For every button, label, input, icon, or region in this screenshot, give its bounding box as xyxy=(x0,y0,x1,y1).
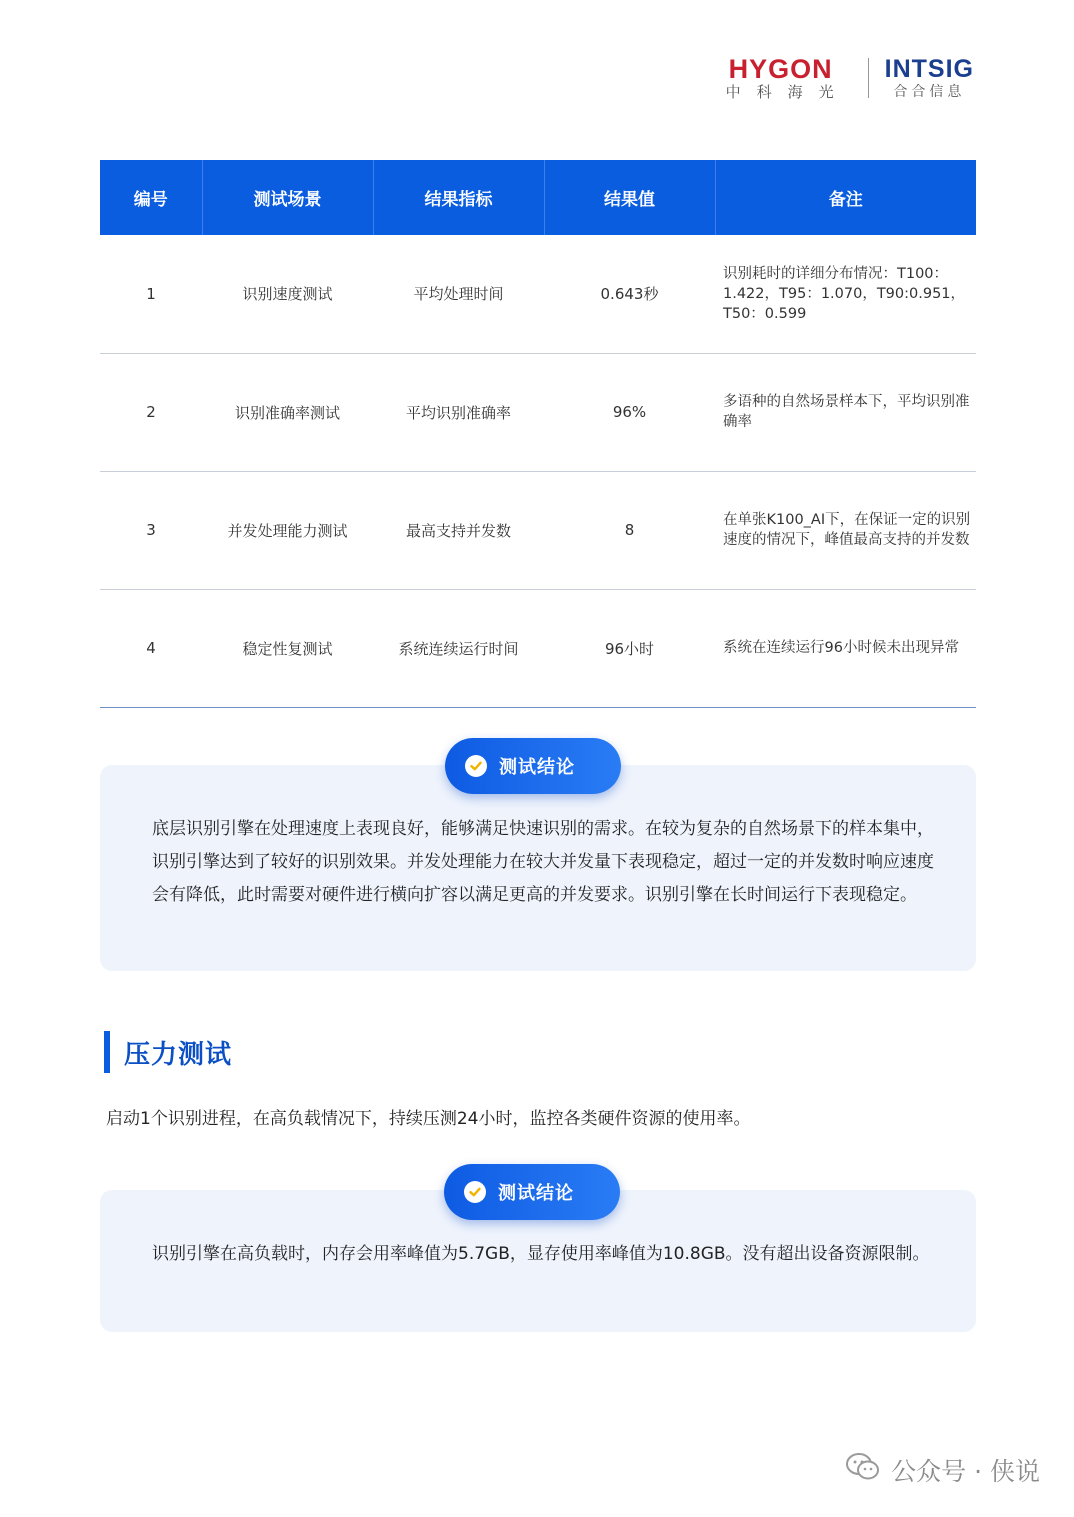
cell-note: 在单张K100_AI下，在保证一定的识别速度的情况下，峰值最高支持的并发数 xyxy=(715,471,976,589)
column-header-value: 结果值 xyxy=(544,160,715,235)
table-header-row xyxy=(100,160,976,235)
conclusion-box xyxy=(100,765,976,971)
wechat-icon xyxy=(845,1452,881,1488)
section-heading xyxy=(104,1030,232,1074)
cell-metric: 平均识别准确率 xyxy=(373,353,544,471)
cell-scenario: 识别速度测试 xyxy=(202,235,373,353)
section-paragraph: 启动1个识别进程，在高负载情况下，持续压测24小时，监控各类硬件资源的使用率。 xyxy=(106,1109,751,1129)
cell-note: 系统在连续运行96小时候未出现异常 xyxy=(715,589,976,707)
cell-metric: 平均处理时间 xyxy=(373,235,544,353)
cell-metric: 最高支持并发数 xyxy=(373,471,544,589)
conclusion-badge xyxy=(445,738,621,794)
intsig-logo-cn: 合合信息 xyxy=(893,84,966,100)
column-header-id: 编号 xyxy=(100,160,202,235)
cell-id: 1 xyxy=(100,235,202,353)
check-circle-icon xyxy=(465,755,487,777)
watermark-text: 公众号 · 侠说 xyxy=(891,1457,1040,1486)
cell-scenario: 并发处理能力测试 xyxy=(202,471,373,589)
hygon-logo-cn: 中科海光 xyxy=(725,83,850,101)
cell-value: 0.643秒 xyxy=(544,235,715,353)
cell-value: 96% xyxy=(544,353,715,471)
conclusion-text: 识别引擎在高负载时，内存会用率峰值为5.7GB，显存使用率峰值为10.8GB。没有超出设备资源限制。 xyxy=(152,1244,930,1264)
result-table xyxy=(100,160,976,708)
cell-metric: 系统连续运行时间 xyxy=(373,589,544,707)
section-accent-bar xyxy=(104,1031,110,1073)
watermark xyxy=(845,1452,1040,1488)
conclusion-badge-label: 测试结论 xyxy=(498,1183,574,1204)
intsig-logo xyxy=(869,55,974,101)
cell-value: 96小时 xyxy=(544,589,715,707)
cell-id: 4 xyxy=(100,589,202,707)
column-header-metric: 结果指标 xyxy=(373,160,544,235)
cell-id: 2 xyxy=(100,353,202,471)
cell-value: 8 xyxy=(544,471,715,589)
table-row xyxy=(100,235,976,353)
header-logos xyxy=(712,54,974,102)
cell-scenario: 稳定性复测试 xyxy=(202,589,373,707)
cell-note: 识别耗时的详细分布情况：T100：1.422，T95：1.070，T90:0.951，T50：0.599 xyxy=(715,235,976,353)
cell-scenario: 识别准确率测试 xyxy=(202,353,373,471)
table-row xyxy=(100,589,976,707)
intsig-logo-text: INTSIG xyxy=(884,55,974,83)
column-header-scenario: 测试场景 xyxy=(202,160,373,235)
column-header-note: 备注 xyxy=(715,160,976,235)
conclusion-badge-label: 测试结论 xyxy=(499,757,575,778)
check-circle-icon xyxy=(464,1181,486,1203)
conclusion-badge xyxy=(444,1164,620,1220)
hygon-logo-text: HYGON xyxy=(728,54,833,84)
table-row xyxy=(100,471,976,589)
table-row xyxy=(100,353,976,471)
conclusion-text: 底层识别引擎在处理速度上表现良好，能够满足快速识别的需求。在较为复杂的自然场景下的样本集中，识别引擎达到了较好的识别效果。并发处理能力在较大并发量下表现稳定，超过一定的并发数时响应速度会有降低，此时需要对硬件进行横向扩容以满足更高的并发要求。识别引擎在长时间运行下表现稳定。 xyxy=(152,819,934,905)
cell-note: 多语种的自然场景样本下，平均识别准确率 xyxy=(715,353,976,471)
cell-id: 3 xyxy=(100,471,202,589)
section-title: 压力测试 xyxy=(124,1039,233,1070)
hygon-logo xyxy=(712,55,868,101)
